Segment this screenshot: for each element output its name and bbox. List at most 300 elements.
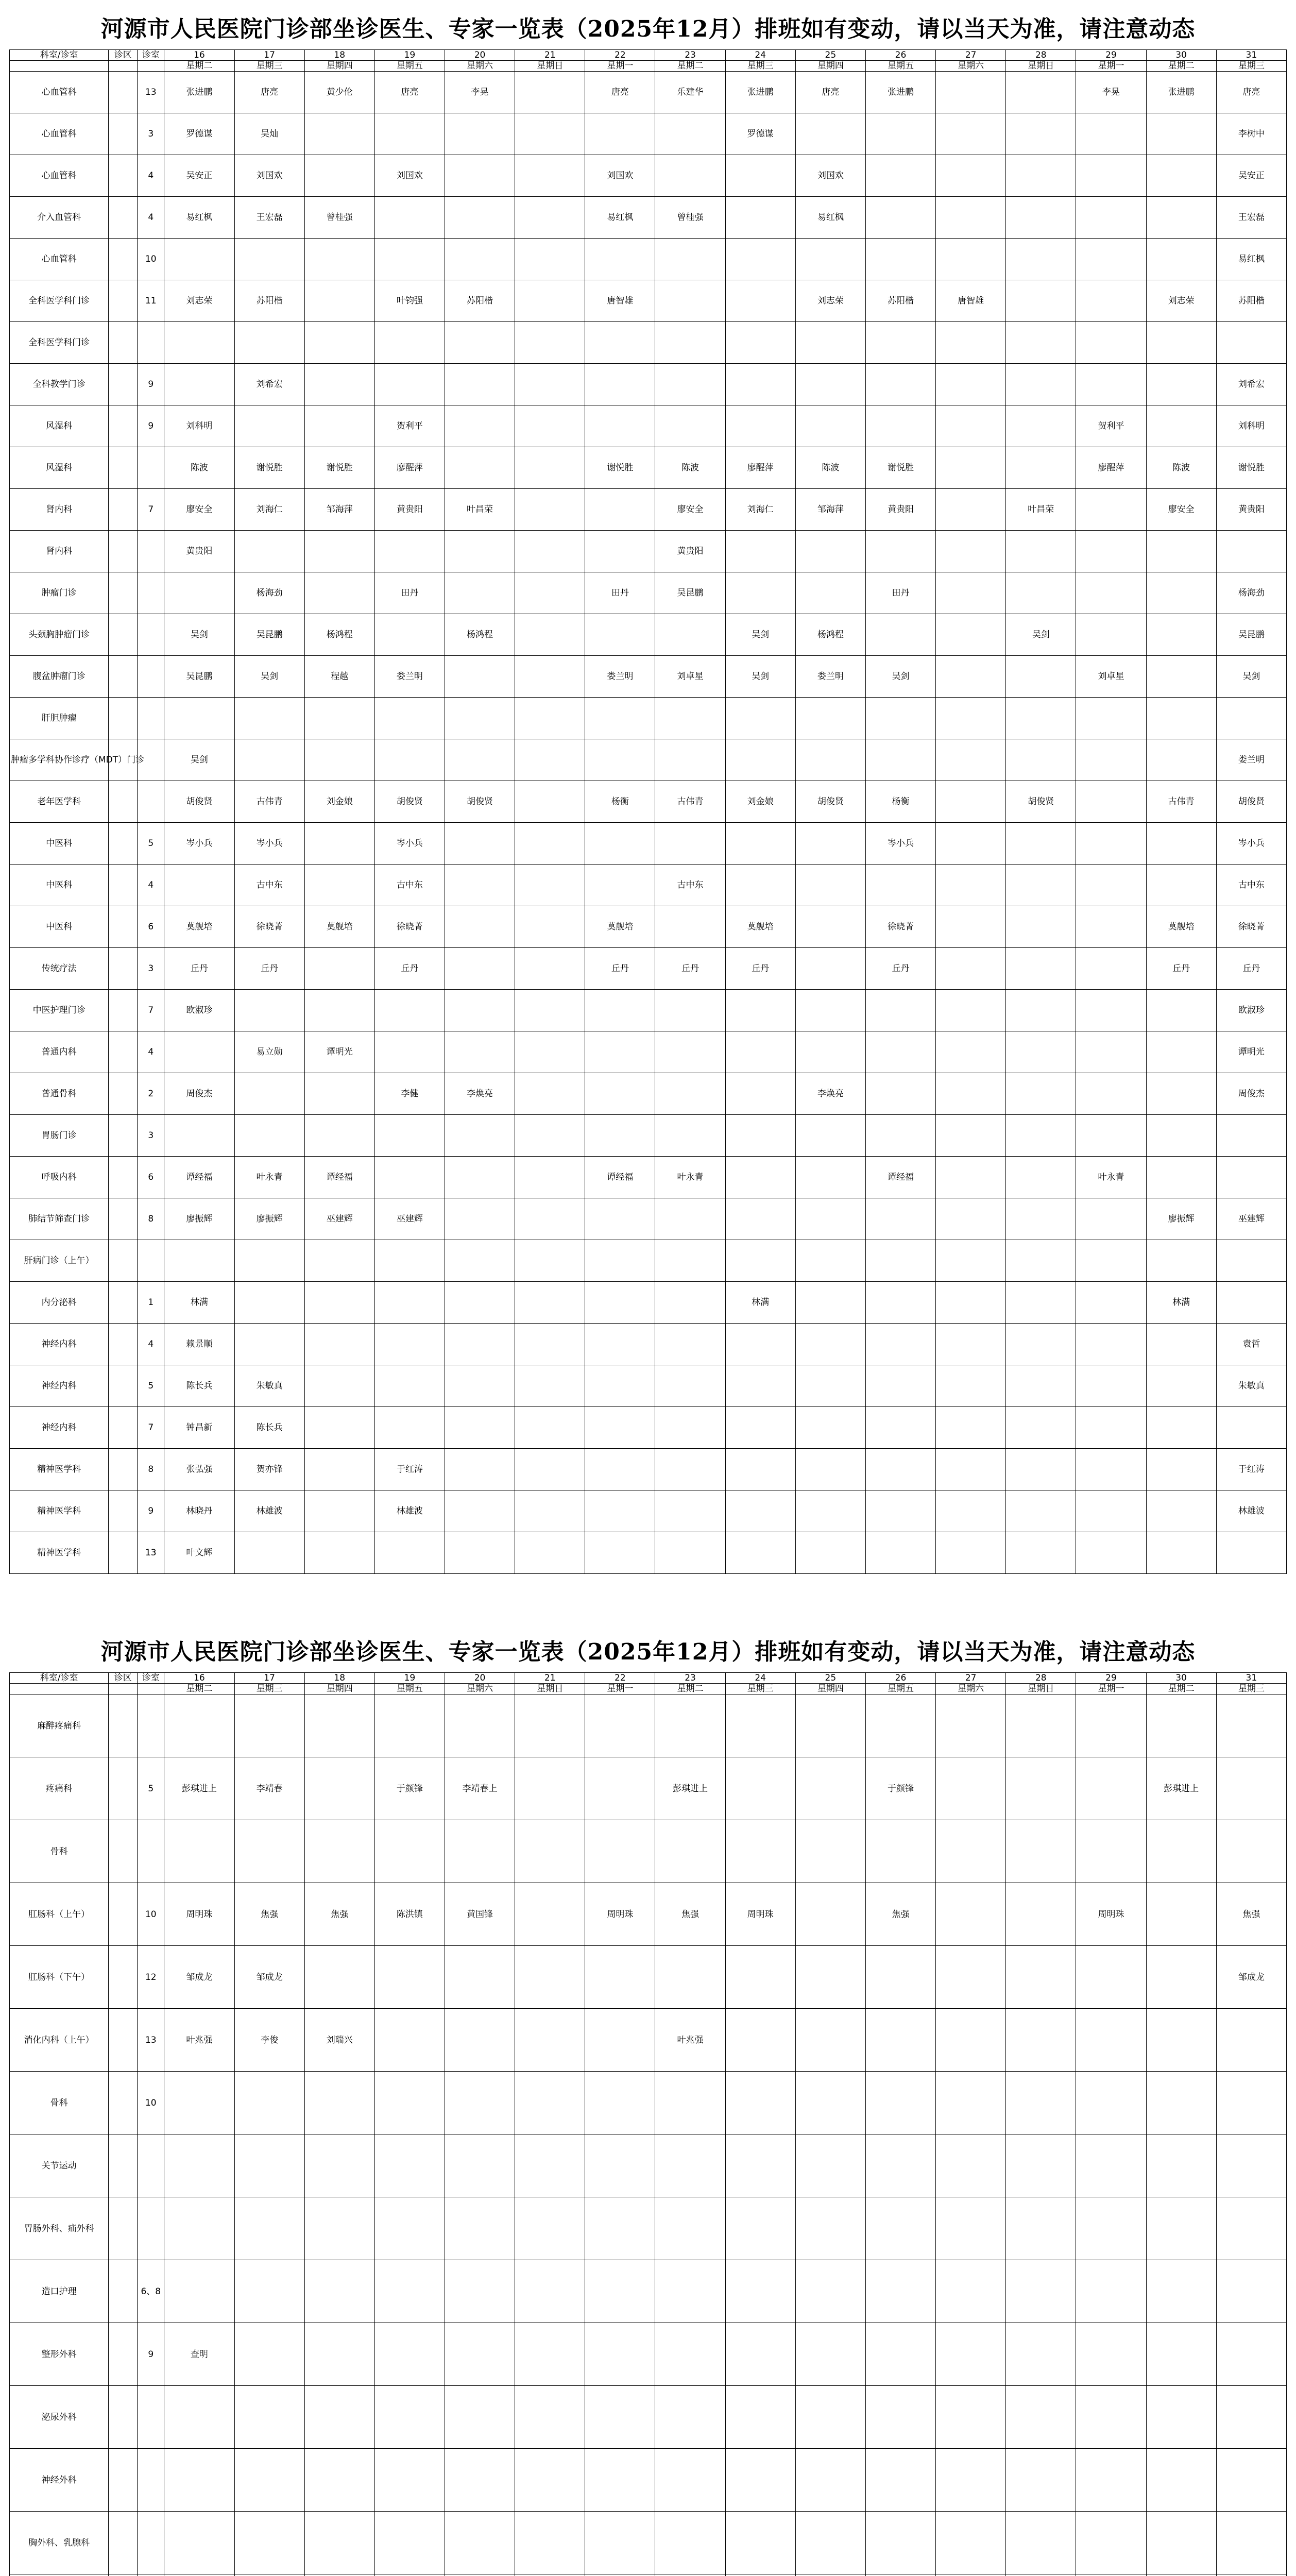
doctor-cell: 于红涛 [374, 1449, 445, 1490]
area-cell [109, 2512, 138, 2574]
doctor-cell [1076, 1532, 1146, 1574]
table-row [10, 2512, 1287, 2574]
doctor-cell [445, 906, 515, 948]
table-row [10, 155, 1287, 197]
header-date: 22 [585, 50, 655, 61]
doctor-cell [1006, 447, 1076, 489]
doctor-cell: 古中东 [1216, 865, 1286, 906]
header-room: 诊室 [138, 1673, 164, 1684]
doctor-cell [164, 322, 234, 364]
doctor-cell [936, 906, 1006, 948]
header-date: 31 [1216, 50, 1286, 61]
room-cell: 10 [138, 2072, 164, 2134]
table-row [10, 1198, 1287, 1240]
doctor-cell [936, 1407, 1006, 1449]
area-cell [109, 572, 138, 614]
doctor-cell [865, 1324, 935, 1365]
doctor-cell: 丘丹 [655, 948, 725, 990]
header-weekday: 星期日 [515, 61, 585, 72]
doctor-cell: 吴安正 [164, 155, 234, 197]
table-row [10, 2072, 1287, 2134]
doctor-cell [725, 155, 795, 197]
doctor-cell [865, 1694, 935, 1757]
doctor-cell: 巫建辉 [304, 1198, 374, 1240]
doctor-cell: 查明 [164, 2323, 234, 2386]
doctor-cell [304, 322, 374, 364]
doctor-cell [515, 2386, 585, 2449]
doctor-cell [304, 2197, 374, 2260]
doctor-cell [795, 948, 865, 990]
doctor-cell [374, 1157, 445, 1198]
doctor-cell: 吴剑 [164, 739, 234, 781]
room-cell [138, 1240, 164, 1282]
doctor-cell [445, 2072, 515, 2134]
doctor-cell [725, 2323, 795, 2386]
table-row [10, 280, 1287, 322]
doctor-cell [936, 1757, 1006, 1820]
doctor-cell [725, 1157, 795, 1198]
dept-cell: 神经外科 [10, 2449, 109, 2512]
table-row [10, 531, 1287, 572]
doctor-cell [515, 2574, 585, 2576]
doctor-cell: 邹海萍 [304, 489, 374, 531]
doctor-cell: 焦强 [655, 1883, 725, 1946]
header-weekday: 星期三 [1216, 61, 1286, 72]
header-weekday: 星期三 [234, 61, 304, 72]
area-cell [109, 1282, 138, 1324]
doctor-cell [865, 1282, 935, 1324]
doctor-cell [725, 197, 795, 239]
doctor-cell [655, 1449, 725, 1490]
doctor-cell [936, 781, 1006, 823]
doctor-cell: 谭经福 [304, 1157, 374, 1198]
doctor-cell [795, 990, 865, 1031]
doctor-cell: 娄兰明 [374, 656, 445, 698]
doctor-cell [936, 2134, 1006, 2197]
area-cell [109, 1073, 138, 1115]
doctor-cell [1216, 2449, 1286, 2512]
doctor-cell [865, 2449, 935, 2512]
doctor-cell [445, 1240, 515, 1282]
doctor-cell: 徐晓菁 [1216, 906, 1286, 948]
doctor-cell [865, 1115, 935, 1157]
doctor-cell [234, 1282, 304, 1324]
doctor-cell [1146, 1031, 1216, 1073]
doctor-cell [164, 1694, 234, 1757]
doctor-cell [515, 1282, 585, 1324]
doctor-cell: 袁哲 [1216, 1324, 1286, 1365]
doctor-cell [374, 1115, 445, 1157]
doctor-cell: 杨衡 [865, 781, 935, 823]
doctor-cell [304, 2386, 374, 2449]
doctor-cell [445, 2260, 515, 2323]
room-cell: 2 [138, 1073, 164, 1115]
doctor-cell [1076, 239, 1146, 280]
doctor-cell [1076, 1198, 1146, 1240]
header-date: 27 [936, 1673, 1006, 1684]
doctor-cell [936, 1820, 1006, 1883]
doctor-cell [304, 113, 374, 155]
room-cell [138, 1820, 164, 1883]
doctor-cell [1006, 990, 1076, 1031]
doctor-cell [585, 1820, 655, 1883]
doctor-cell [795, 1031, 865, 1073]
doctor-cell: 黄贵阳 [655, 531, 725, 572]
doctor-cell [234, 405, 304, 447]
dept-cell: 中医科 [10, 823, 109, 865]
doctor-cell [234, 1820, 304, 1883]
doctor-cell [164, 865, 234, 906]
doctor-cell [585, 113, 655, 155]
doctor-cell: 莫舰培 [304, 906, 374, 948]
doctor-cell [304, 1532, 374, 1574]
doctor-cell: 廖安全 [1146, 489, 1216, 531]
doctor-cell [795, 906, 865, 948]
doctor-cell [1076, 155, 1146, 197]
doctor-cell [936, 364, 1006, 405]
doctor-cell [865, 1031, 935, 1073]
doctor-cell [1006, 280, 1076, 322]
doctor-cell [795, 1946, 865, 2009]
doctor-cell: 莫舰培 [164, 906, 234, 948]
doctor-cell [374, 239, 445, 280]
doctor-cell: 徐晓菁 [374, 906, 445, 948]
dept-cell: 普通骨科 [10, 1073, 109, 1115]
doctor-cell [1146, 698, 1216, 739]
doctor-cell [515, 1532, 585, 1574]
doctor-cell [865, 2323, 935, 2386]
doctor-cell: 廖振辉 [234, 1198, 304, 1240]
doctor-cell [445, 2197, 515, 2260]
header-weekday: 星期六 [936, 1684, 1006, 1694]
doctor-cell [585, 1324, 655, 1365]
doctor-cell: 谭经福 [865, 1157, 935, 1198]
doctor-cell [725, 990, 795, 1031]
dept-cell: 造口护理 [10, 2260, 109, 2323]
doctor-cell [374, 322, 445, 364]
doctor-cell [515, 2512, 585, 2574]
doctor-cell [865, 2386, 935, 2449]
area-cell [109, 1946, 138, 2009]
doctor-cell [515, 1490, 585, 1532]
doctor-cell [1146, 1240, 1216, 1282]
doctor-cell [374, 2197, 445, 2260]
doctor-cell: 刘卓星 [655, 656, 725, 698]
doctor-cell: 李健 [374, 1073, 445, 1115]
doctor-cell [445, 2134, 515, 2197]
room-cell [138, 2134, 164, 2197]
dept-cell: 胸外科、乳腺科 [10, 2512, 109, 2574]
doctor-cell [936, 1532, 1006, 1574]
doctor-cell [1006, 113, 1076, 155]
dept-cell: 肺结节筛查门诊 [10, 1198, 109, 1240]
doctor-cell: 谭明光 [304, 1031, 374, 1073]
doctor-cell [374, 2134, 445, 2197]
table-row [10, 781, 1287, 823]
doctor-cell: 丘丹 [585, 948, 655, 990]
doctor-cell [936, 1115, 1006, 1157]
doctor-cell: 谢悦胜 [1216, 447, 1286, 489]
doctor-cell: 刘海仁 [234, 489, 304, 531]
doctor-cell: 李焕亮 [445, 1073, 515, 1115]
header-weekday: 星期五 [374, 61, 445, 72]
doctor-cell: 朱敏真 [234, 1365, 304, 1407]
doctor-cell: 古中东 [234, 865, 304, 906]
doctor-cell [725, 1490, 795, 1532]
doctor-cell [445, 823, 515, 865]
doctor-cell: 胡俊贤 [1216, 781, 1286, 823]
doctor-cell [655, 405, 725, 447]
doctor-cell [865, 2574, 935, 2576]
doctor-cell [445, 865, 515, 906]
doctor-cell: 黄贵阳 [164, 531, 234, 572]
header-date: 29 [1076, 50, 1146, 61]
doctor-cell [585, 1198, 655, 1240]
doctor-cell [585, 1240, 655, 1282]
doctor-cell [865, 1365, 935, 1407]
doctor-cell [865, 2072, 935, 2134]
doctor-cell: 胡俊贤 [374, 781, 445, 823]
area-cell [109, 1694, 138, 1757]
doctor-cell [655, 823, 725, 865]
dept-cell: 中医护理门诊 [10, 990, 109, 1031]
doctor-cell: 杨鸿程 [445, 614, 515, 656]
doctor-cell [1006, 739, 1076, 781]
doctor-cell: 娄兰明 [585, 656, 655, 698]
doctor-cell [1006, 1694, 1076, 1757]
doctor-cell [585, 489, 655, 531]
doctor-cell [865, 698, 935, 739]
doctor-cell [585, 1073, 655, 1115]
doctor-cell [585, 1407, 655, 1449]
doctor-cell [865, 2512, 935, 2574]
doctor-cell [445, 1115, 515, 1157]
doctor-cell: 莫舰培 [1146, 906, 1216, 948]
room-cell: 4 [138, 1324, 164, 1365]
header-weekday: 星期一 [1076, 61, 1146, 72]
doctor-cell [936, 531, 1006, 572]
header-weekday: 星期二 [655, 61, 725, 72]
doctor-cell: 周明珠 [585, 1883, 655, 1946]
doctor-cell [655, 1198, 725, 1240]
doctor-cell [936, 113, 1006, 155]
doctor-cell [1076, 322, 1146, 364]
doctor-cell [304, 1324, 374, 1365]
doctor-cell [515, 1407, 585, 1449]
doctor-cell: 于颜锋 [374, 1757, 445, 1820]
area-cell [109, 2197, 138, 2260]
doctor-cell: 焦强 [304, 1883, 374, 1946]
doctor-cell [515, 322, 585, 364]
doctor-cell [585, 1031, 655, 1073]
doctor-cell [585, 1490, 655, 1532]
doctor-cell [936, 2512, 1006, 2574]
doctor-cell [1146, 572, 1216, 614]
doctor-cell [655, 739, 725, 781]
room-cell: 13 [138, 2009, 164, 2072]
doctor-cell: 王宏磊 [234, 197, 304, 239]
doctor-cell [655, 1946, 725, 2009]
doctor-cell [1006, 1031, 1076, 1073]
doctor-cell [585, 865, 655, 906]
doctor-cell [445, 2449, 515, 2512]
doctor-cell: 吴昆鹏 [164, 656, 234, 698]
header-weekday: 星期五 [865, 1684, 935, 1694]
doctor-cell [304, 990, 374, 1031]
doctor-cell [1146, 1449, 1216, 1490]
doctor-cell [725, 1694, 795, 1757]
doctor-cell [1006, 2009, 1076, 2072]
doctor-cell: 唐亮 [374, 72, 445, 113]
room-cell: 10 [138, 239, 164, 280]
dept-cell: 肛肠科（上午） [10, 1883, 109, 1946]
doctor-cell: 巫建辉 [1216, 1198, 1286, 1240]
dept-cell: 麻醉疼痛科 [10, 1694, 109, 1757]
doctor-cell [1146, 113, 1216, 155]
doctor-cell: 张进鹏 [865, 72, 935, 113]
doctor-cell: 黄国锋 [445, 1883, 515, 1946]
doctor-cell [936, 405, 1006, 447]
doctor-cell: 易立勋 [234, 1031, 304, 1073]
doctor-cell [1006, 239, 1076, 280]
room-cell: 9 [138, 405, 164, 447]
area-cell [109, 781, 138, 823]
header-weekday: 星期二 [164, 61, 234, 72]
doctor-cell [1076, 739, 1146, 781]
doctor-cell [1146, 2449, 1216, 2512]
doctor-cell [1006, 865, 1076, 906]
dept-cell: 胃肠门诊 [10, 1115, 109, 1157]
table-row [10, 1757, 1287, 1820]
doctor-cell [865, 1407, 935, 1449]
dept-cell: 肝病门诊（上午） [10, 1240, 109, 1282]
doctor-cell: 黄贵阳 [1216, 489, 1286, 531]
room-cell: 1 [138, 1282, 164, 1324]
header-date: 17 [234, 1673, 304, 1684]
doctor-cell [1216, 1694, 1286, 1757]
dept-cell: 全科教学门诊 [10, 364, 109, 405]
doctor-cell [795, 739, 865, 781]
doctor-cell [795, 1240, 865, 1282]
doctor-cell [1006, 155, 1076, 197]
doctor-cell: 欧淑珍 [1216, 990, 1286, 1031]
doctor-cell [515, 489, 585, 531]
doctor-cell: 陈洪镇 [374, 1883, 445, 1946]
doctor-cell: 吴昆鹏 [655, 572, 725, 614]
table-row [10, 614, 1287, 656]
doctor-cell [304, 531, 374, 572]
room-cell: 13 [138, 1532, 164, 1574]
doctor-cell [865, 322, 935, 364]
doctor-cell: 廖振辉 [1146, 1198, 1216, 1240]
doctor-cell [795, 1407, 865, 1449]
doctor-cell: 胡俊贤 [795, 781, 865, 823]
doctor-cell [1076, 2386, 1146, 2449]
doctor-cell [585, 2009, 655, 2072]
area-cell [109, 948, 138, 990]
doctor-cell [1076, 1490, 1146, 1532]
doctor-cell: 吴剑 [1216, 656, 1286, 698]
doctor-cell [585, 2512, 655, 2574]
doctor-cell: 于红涛 [1216, 1449, 1286, 1490]
doctor-cell [725, 531, 795, 572]
doctor-cell [1146, 2197, 1216, 2260]
dept-cell: 头颈胸肿瘤门诊 [10, 614, 109, 656]
doctor-cell: 易红枫 [585, 197, 655, 239]
header-date: 28 [1006, 50, 1076, 61]
doctor-cell [515, 2197, 585, 2260]
doctor-cell: 邹海萍 [795, 489, 865, 531]
doctor-cell [515, 906, 585, 948]
doctor-cell [1006, 1532, 1076, 1574]
doctor-cell [515, 781, 585, 823]
header-weekday: 星期五 [374, 1684, 445, 1694]
doctor-cell [585, 405, 655, 447]
doctor-cell [725, 572, 795, 614]
area-cell [109, 2323, 138, 2386]
doctor-cell [374, 2323, 445, 2386]
doctor-cell: 张进鹏 [725, 72, 795, 113]
header-date: 23 [655, 1673, 725, 1684]
doctor-cell: 杨鸿程 [795, 614, 865, 656]
doctor-cell: 古中东 [655, 865, 725, 906]
header-date: 24 [725, 50, 795, 61]
header-dept: 科室/诊室 [10, 1673, 109, 1684]
doctor-cell [445, 405, 515, 447]
doctor-cell [936, 2449, 1006, 2512]
doctor-cell: 彭琪进上 [1146, 1757, 1216, 1820]
table-row [10, 2134, 1287, 2197]
header-weekday: 星期四 [304, 61, 374, 72]
header-date: 18 [304, 1673, 374, 1684]
header-date: 26 [865, 1673, 935, 1684]
doctor-cell [936, 489, 1006, 531]
doctor-cell [725, 2512, 795, 2574]
doctor-cell [1216, 531, 1286, 572]
doctor-cell [655, 2323, 725, 2386]
area-cell [109, 656, 138, 698]
room-cell [138, 2197, 164, 2260]
doctor-cell [1076, 1324, 1146, 1365]
doctor-cell [865, 1240, 935, 1282]
header-date: 27 [936, 50, 1006, 61]
doctor-cell: 张进鹏 [164, 72, 234, 113]
table-row [10, 2449, 1287, 2512]
area-cell [109, 155, 138, 197]
doctor-cell [1006, 322, 1076, 364]
doctor-cell [865, 2260, 935, 2323]
doctor-cell [1216, 2260, 1286, 2323]
dept-cell: 消化内科（上午） [10, 2009, 109, 2072]
doctor-cell [1076, 197, 1146, 239]
doctor-cell [1006, 572, 1076, 614]
doctor-cell [725, 865, 795, 906]
header-blank [138, 61, 164, 72]
doctor-cell [795, 865, 865, 906]
dept-cell: 神经内科 [10, 1324, 109, 1365]
doctor-cell: 彭琪进上 [655, 1757, 725, 1820]
doctor-cell: 于颜锋 [865, 1757, 935, 1820]
header-weekday: 星期六 [445, 61, 515, 72]
doctor-cell: 丘丹 [164, 948, 234, 990]
header-weekday: 星期三 [725, 1684, 795, 1694]
room-cell [138, 2574, 164, 2576]
header-date: 20 [445, 50, 515, 61]
table-row [10, 2197, 1287, 2260]
doctor-cell [445, 322, 515, 364]
doctor-cell [1076, 280, 1146, 322]
doctor-cell [936, 1073, 1006, 1115]
